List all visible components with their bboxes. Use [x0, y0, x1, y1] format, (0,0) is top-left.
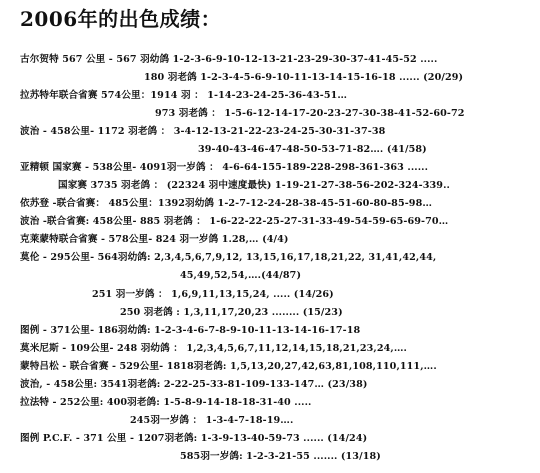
result-line: 图例 - 371公里- 186羽幼鸽: 1-2-3-4-6-7-8-9-10-11-13-14-16-17-18	[20, 325, 361, 336]
result-line: 39-40-43-46-47-48-50-53-71-82…. (41/58)	[198, 144, 427, 155]
result-line: 拉法特 - 252公里: 400羽老鸽: 1-5-8-9-14-18-18-31-40 .....	[20, 397, 312, 408]
result-line: 585羽一岁鸽: 1-2-3-21-55 ....... (13/18)	[180, 451, 381, 462]
result-line: 亚精顿 国家赛 - 538公里- 4091羽一岁鸽 ： 4-6-64-155-189-228-298-361-363 ......	[20, 162, 429, 173]
result-line: 45,49,52,54,….(44/87)	[180, 270, 302, 281]
result-line: 蒙特吕松 - 联合省赛 - 529公里- 1818羽老鸽: 1,5,13,20,27,42,63,81,108,110,111,….	[20, 361, 437, 372]
result-line: 245羽一岁鸽 ： 1-3-4-7-18-19….	[130, 415, 294, 426]
result-line: 莫伦 - 295公里- 564羽幼鸽: 2,3,4,5,6,7,9,12, 13,15,16,17,18,21,22, 31,41,42,44,	[20, 252, 437, 263]
result-line: 波治 -联合省赛: 458公里- 885 羽老鸽 ： 1-6-22-22-25-27-31-33-49-54-59-65-69-70…	[20, 216, 449, 227]
result-line: 973 羽老鸽 ： 1-5-6-12-14-17-20-23-27-30-38-41-52-60-72	[155, 108, 465, 119]
result-line: 拉苏特年联合省赛 574公里：1914 羽 ： 1-14-23-24-25-36-43-51…	[20, 90, 348, 101]
result-line: 国家赛 3735 羽老鸽 ： (22324 羽中速度最快) 1-19-21-27-38-56-202-324-339..	[58, 180, 450, 191]
result-line: 251 羽一岁鸽 ： 1,6,9,11,13,15,24, ..... (14/26)	[92, 289, 334, 300]
result-line: 图例 P.C.F. - 371 公里 - 1207羽老鸽: 1-3-9-13-40-59-73 ...... (14/24)	[20, 433, 368, 444]
result-line: 古尔贺特 567 公里 - 567 羽幼鸽 1-2-3-6-9-10-12-13-21-23-29-30-37-41-45-52 .....	[20, 54, 438, 65]
page-title: 2006年的出色成绩：	[20, 7, 222, 31]
result-line: 莫米尼斯 - 109公里- 248 羽幼鸽 ： 1,2,3,4,5,6,7,11,12,14,15,18,21,23,24,….	[20, 343, 407, 354]
result-line: 250 羽老鸽 : 1,3,11,17,20,23 ........ (15/23)	[120, 307, 343, 318]
result-line: 克莱蒙特联合省赛 - 578公里- 824 羽一岁鸽 1.28,… (4/4)	[20, 234, 289, 245]
result-line: 180 羽老鸽 1-2-3-4-5-6-9-10-11-13-14-15-16-18 ...... (20/29)	[144, 72, 464, 83]
result-line: 波治, - 458公里: 3541羽老鸽: 2-22-25-33-81-109-133-147… (23/38)	[20, 379, 368, 390]
result-line: 依苏登 -联合省赛： 485公里：1392羽幼鸽 1-2-7-12-24-28-38-45-51-60-80-85-98…	[20, 198, 433, 209]
result-line: 波治 - 458公里- 1172 羽老鸽 ： 3-4-12-13-21-22-23-24-25-30-31-37-38	[20, 126, 386, 137]
